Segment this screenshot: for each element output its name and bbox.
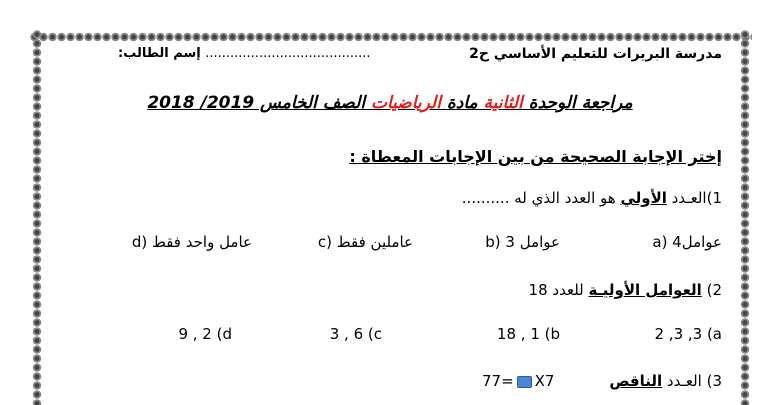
- question-3-prefix: 3) العـدد: [662, 372, 722, 390]
- title-highlight: الرياضيات: [370, 93, 441, 113]
- decorative-border-left: [30, 30, 44, 405]
- q1-option-c[interactable]: c) عاملين فقط: [317, 233, 413, 251]
- student-name-field: [118, 46, 371, 61]
- question-2-keyword: العوامل الأوليـة: [588, 281, 702, 299]
- q2-option-a[interactable]: 2 ,3 ,3 (a: [654, 325, 722, 343]
- decorative-border-top: [30, 30, 752, 44]
- title-part: الصف الخامس 2019/ 2018: [147, 93, 371, 113]
- blank-box-icon[interactable]: [517, 376, 532, 388]
- page-title: [147, 93, 632, 113]
- equation-result: 77=: [482, 372, 514, 390]
- title-part: مادة: [440, 93, 484, 113]
- question-1-keyword: الأولي: [620, 189, 667, 207]
- student-name-dots: ........................................: [205, 46, 371, 61]
- q2-option-d[interactable]: 9 , 2 (d: [178, 325, 232, 343]
- title-part: مراجعة الوحدة: [522, 93, 633, 113]
- q2-option-c[interactable]: 3 , 6 (c: [329, 325, 382, 343]
- equation-factor: X7: [534, 372, 555, 390]
- q2-option-b[interactable]: 18 , 1 (b: [496, 325, 560, 343]
- title-highlight: الثانية: [483, 93, 523, 113]
- question-2-prefix: 2): [701, 281, 722, 299]
- question-1-suffix: هو العدد الذي له ..........: [461, 189, 621, 207]
- question-2-suffix: للعدد 18: [528, 281, 589, 299]
- decorative-border-right: [738, 30, 752, 405]
- question-2: [529, 281, 722, 299]
- q1-option-d[interactable]: d) عامل واحد فقط: [131, 233, 252, 251]
- question-3: [609, 372, 722, 390]
- question-3-equation: [482, 372, 554, 390]
- student-name-label: إسم الطالب:: [118, 46, 201, 61]
- q1-option-b[interactable]: b) 3 عوامل: [485, 233, 560, 251]
- question-1: [462, 189, 722, 207]
- school-name: مدرسة البريرات للتعليم الأساسي ح2: [469, 46, 722, 62]
- question-3-keyword: الناقص: [609, 372, 663, 390]
- instruction-heading: إختر الإجابة الصحيحة من بين الإجابات المعطاة :: [349, 147, 722, 166]
- question-1-prefix: 1)العـدد: [666, 189, 722, 207]
- q1-option-a[interactable]: a) 4عوامل: [652, 233, 722, 251]
